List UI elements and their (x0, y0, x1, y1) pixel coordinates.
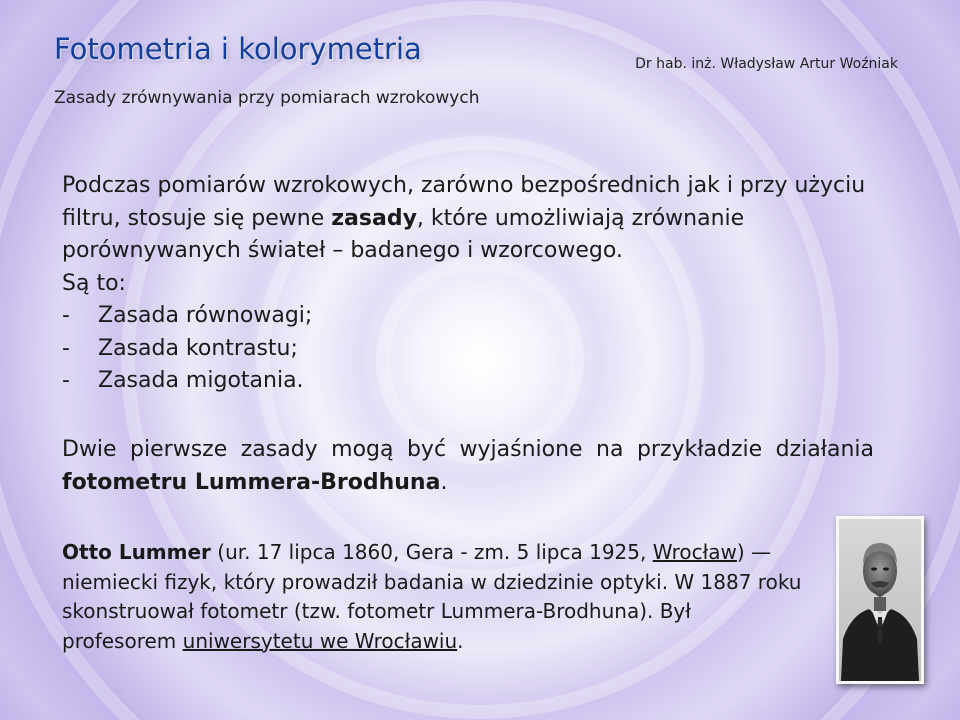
explanation-paragraph (62, 434, 874, 499)
university-link[interactable]: uniwersytetu we Wrocławiu (182, 628, 458, 653)
intro-lead: Są to: (62, 270, 126, 296)
city-link[interactable]: Wrocław (652, 540, 737, 564)
principle-label: Zasada kontrastu; (98, 335, 298, 361)
list-marker: - (62, 335, 70, 361)
list-marker: - (62, 368, 70, 393)
portrait-photo-icon (839, 519, 921, 681)
slide-subtitle: Zasady zrównywania przy pomiarach wzrokowych (54, 88, 480, 108)
intro-text-part: , które umożliwiają zrównanie porównywanych świateł – badanego i wzorcowego. (62, 205, 745, 263)
list-marker: - (62, 303, 70, 328)
biography-text: (ur. 17 lipca 1860, Gera - zm. 5 lipca 1925, (210, 540, 653, 564)
list-item (62, 300, 892, 333)
principle-label: Zasada migotania. (98, 368, 304, 393)
intro-text-part: Podczas pomiarów wzrokowych, zarówno bezpośrednich jak i przy użyciu filtru, stosuje się pewne (62, 173, 866, 231)
portrait-photo (836, 516, 924, 684)
intro-text (62, 170, 892, 398)
principle-label: Zasada równowagi; (98, 303, 313, 328)
biography-text: . (457, 628, 464, 653)
list-item (62, 333, 892, 366)
explanation-end: . (440, 469, 448, 495)
intro-bold-word: zasady (331, 205, 417, 231)
person-name: Otto Lummer (62, 540, 211, 564)
biography-paragraph (62, 538, 807, 656)
list-item (62, 365, 892, 398)
slide-title: Fotometria i kolorymetria (54, 32, 422, 66)
intro-paragraph (62, 170, 892, 268)
biography-text: ) — niemiecki fizyk, który prowadził badania w dziedzinie optyki. W 1887 roku skonstruował fotometr (tzw. fotometr Lummera-Brodhuna). Był profesorem (62, 540, 802, 653)
author-name: Dr hab. inż. Władysław Artur Woźniak (635, 56, 898, 72)
photometer-name: fotometru Lummera-Brodhuna (62, 469, 441, 495)
explanation-text: Dwie pierwsze zasady mogą być wyjaśnione na przykładzie działania (62, 437, 874, 462)
